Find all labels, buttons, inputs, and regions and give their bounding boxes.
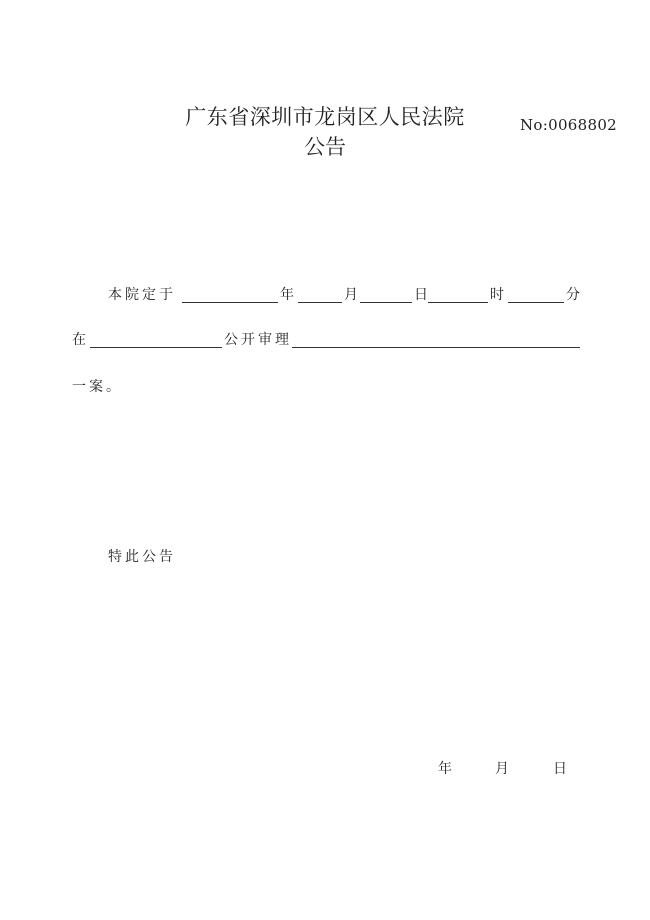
closing-text: 特此公告 bbox=[108, 549, 176, 565]
case-end-text: 一案。 bbox=[72, 379, 123, 395]
footer-day-label: 日 bbox=[553, 761, 567, 777]
blank-case-field[interactable] bbox=[292, 347, 580, 348]
date-footer bbox=[0, 758, 650, 780]
footer-month-label: 月 bbox=[495, 761, 509, 777]
document-number: No:0068802 bbox=[520, 116, 618, 134]
blank-hour-field[interactable] bbox=[508, 302, 564, 303]
schedule-prefix: 本院定于 bbox=[108, 287, 176, 303]
blank-year-field[interactable] bbox=[298, 302, 342, 303]
month-label: 月 bbox=[344, 287, 361, 303]
year-label: 年 bbox=[280, 287, 297, 303]
location-prefix: 在 bbox=[72, 332, 89, 348]
court-name-title: 广东省深圳市龙岗区人民法院 bbox=[185, 105, 465, 129]
public-trial-label: 公开审理 bbox=[224, 332, 292, 348]
minute-label: 分 bbox=[566, 287, 583, 303]
schedule-line bbox=[0, 285, 650, 309]
location-line bbox=[0, 330, 650, 354]
day-label: 日 bbox=[414, 287, 431, 303]
blank-month-field[interactable] bbox=[360, 302, 412, 303]
blank-day-field[interactable] bbox=[428, 302, 488, 303]
hour-label: 时 bbox=[490, 287, 507, 303]
blank-location-field[interactable] bbox=[90, 347, 222, 348]
blank-date-field[interactable] bbox=[182, 302, 278, 303]
footer-year-label: 年 bbox=[438, 761, 452, 777]
notice-title: 公告 bbox=[304, 135, 346, 159]
